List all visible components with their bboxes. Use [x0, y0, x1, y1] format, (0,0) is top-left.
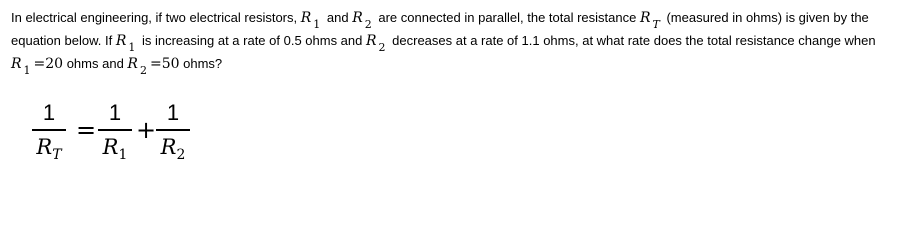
- text-segment: ohms and: [63, 56, 128, 71]
- denominator-subscript: 2: [176, 147, 186, 163]
- variable-r1: R: [11, 56, 22, 72]
- subscript-1: 1: [128, 41, 136, 54]
- plus-sign: +: [136, 116, 157, 144]
- text-segment: equation below. If: [11, 33, 116, 48]
- denominator-variable: R: [36, 135, 53, 159]
- fraction-total: [32, 100, 66, 166]
- numerator: 1: [166, 100, 180, 125]
- subscript-1: 1: [23, 64, 31, 77]
- denominator-variable: R: [160, 135, 177, 159]
- denominator-subscript: 1: [118, 147, 128, 163]
- subscript-2: 2: [139, 64, 147, 77]
- text-segment: are connected in parallel, the total resistance: [374, 10, 640, 25]
- subscript-t: T: [652, 18, 660, 31]
- text-segment: and: [323, 10, 353, 25]
- denominator: [32, 131, 66, 166]
- subscript-2: 2: [378, 41, 386, 54]
- equals-sign: =: [76, 116, 97, 144]
- fraction-r1: [98, 100, 132, 166]
- variable-r2: R: [352, 10, 363, 26]
- variable-r2: R: [366, 33, 377, 49]
- question-line-1: [11, 6, 906, 29]
- variable-rt: R: [639, 10, 651, 26]
- denominator: [156, 131, 190, 166]
- question-line-2: [11, 29, 906, 52]
- numerator: 1: [108, 100, 122, 125]
- question-text: [11, 6, 906, 75]
- variable-r1: R: [300, 10, 312, 26]
- text-segment: ohms?: [179, 56, 223, 71]
- text-segment: decreases at a rate of 1.1 ohms, at what rate does the total resistance change when: [388, 33, 876, 48]
- text-segment: is increasing at a rate of 0.5 ohms and: [138, 33, 366, 48]
- numerator: 1: [42, 100, 56, 125]
- denominator-variable: R: [102, 135, 119, 159]
- value-r2: =50: [149, 56, 180, 72]
- fraction-r2: [156, 100, 190, 166]
- question-line-3: [11, 52, 906, 75]
- denominator-subscript: T: [52, 147, 62, 163]
- text-segment: (measured in ohms) is given by the: [662, 10, 869, 25]
- denominator: [98, 131, 132, 166]
- variable-r1: R: [115, 33, 127, 49]
- subscript-1: 1: [313, 18, 321, 31]
- subscript-2: 2: [364, 18, 372, 31]
- text-segment: In electrical engineering, if two electrical resistors,: [11, 10, 301, 25]
- value-r1: =20: [33, 56, 64, 72]
- variable-r2: R: [127, 56, 138, 72]
